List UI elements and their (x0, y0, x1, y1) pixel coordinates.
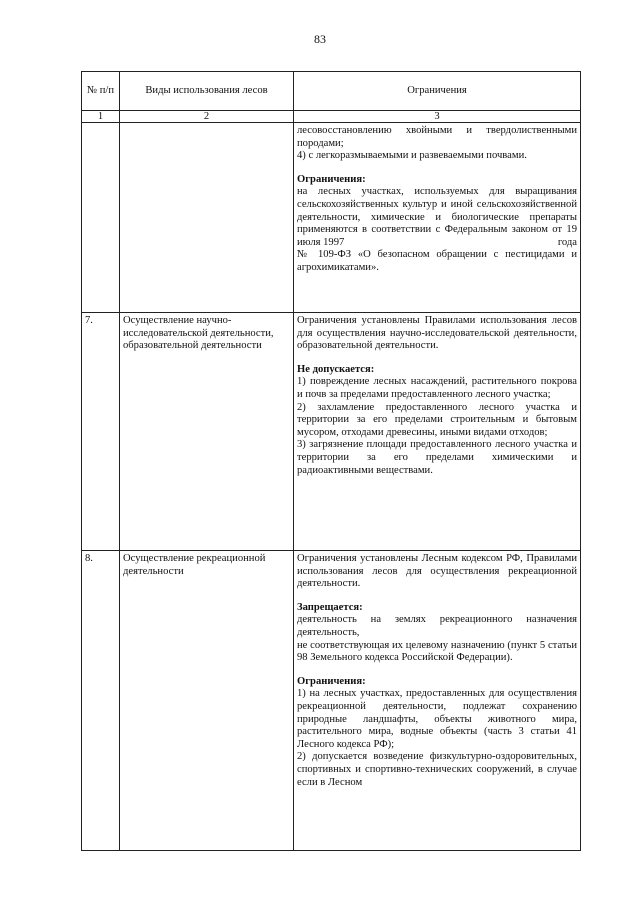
table-row-7 (82, 313, 581, 551)
column-number: 3 (294, 111, 581, 123)
row-7-num: 7. (82, 313, 120, 551)
row-7-heading: Не допускается: (297, 363, 375, 375)
header-usage-type: Виды использования лесов (120, 72, 294, 111)
row-8-num: 8. (82, 551, 120, 851)
table-header-row (82, 72, 581, 111)
table-row-8 (82, 551, 581, 851)
row-8-heading-restrictions: Ограничения: (297, 675, 366, 687)
row-7-item-2: 2) захламление предоставленного лесного участка и территории за его пределами строительным и бытовым мусором, отходами древесины, иными видами отходов; (297, 401, 577, 438)
row-8-forbidden-2: не соответствующая их целевому назначению (пункт 5 статьи 98 Земельного кодекса Российской Федерации). (297, 639, 577, 664)
column-number-row (82, 111, 581, 123)
table-row-continuation (82, 123, 581, 313)
restrictions-heading: Ограничения: (297, 173, 366, 185)
row-7-item-3: 3) загрязнение площади предоставленного лесного участка и территории за его пределами химическими и радиоактивными веществами. (297, 439, 577, 476)
cell-num-empty (82, 123, 120, 313)
row-7-intro: Ограничения установлены Правилами использования лесов для осуществления научно-исследовательской деятельности, образовательной деятельности. (297, 315, 577, 352)
column-number: 1 (82, 111, 120, 123)
row-7-restrictions (294, 313, 581, 551)
header-restrictions: Ограничения (294, 72, 581, 111)
row-7-item-1: 1) повреждение лесных насаждений, растительного покрова и почв за пределами предоставленного лесного участка; (297, 376, 577, 400)
cell-restrictions-continued (294, 123, 581, 313)
restrictions-table (81, 71, 581, 851)
header-num: № п/п (82, 72, 120, 111)
row-8-heading-forbidden: Запрещается: (297, 601, 363, 613)
row-8-restrictions (294, 551, 581, 851)
row-8-intro: Ограничения установлены Лесным кодексом РФ, Правилами использования лесов для осуществления рекреационной деятельности. (297, 553, 577, 590)
pesticide-law-reference: № 109-ФЗ «О безопасном обращении с пестицидами и агрохимикатами». (297, 249, 577, 273)
row-7-usage-type: Осуществление научно-исследовательской деятельности, образовательной деятельности (120, 313, 294, 551)
cell-type-empty (120, 123, 294, 313)
pesticide-restriction-text: на лесных участках, используемых для выращивания сельскохозяйственных культур и иной сельскохозяйственной деятельности, химические и биологические препараты применяются в соответствии с Федеральным законом от 19 июля 1997 (297, 186, 577, 248)
continuation-text: лесовосстановлению хвойными и твердолиственными породами; (297, 125, 577, 149)
row-8-forbidden-1: деятельность на землях рекреационного назначения деятельность, (297, 614, 577, 638)
page-number: 83 (314, 32, 326, 46)
pesticide-year-end: года (557, 236, 577, 248)
row-8-usage-type: Осуществление рекреационной деятельности (120, 551, 294, 851)
row-8-item-1: 1) на лесных участках, предоставленных для осуществления рекреационной деятельности, подлежат сохранению природные ландшафты, объекты животного мира, растительного мира, водные объекты (часть 3 статьи 41 Лесного кодекса РФ); (297, 688, 577, 750)
column-number: 2 (120, 111, 294, 123)
continuation-item-4: 4) с легкоразмываемыми и развеваемыми почвами. (297, 150, 527, 162)
row-8-item-2: 2) допускается возведение физкультурно-оздоровительных, спортивных и спортивно-технических сооружений, в случае если в Лесном (297, 751, 577, 788)
